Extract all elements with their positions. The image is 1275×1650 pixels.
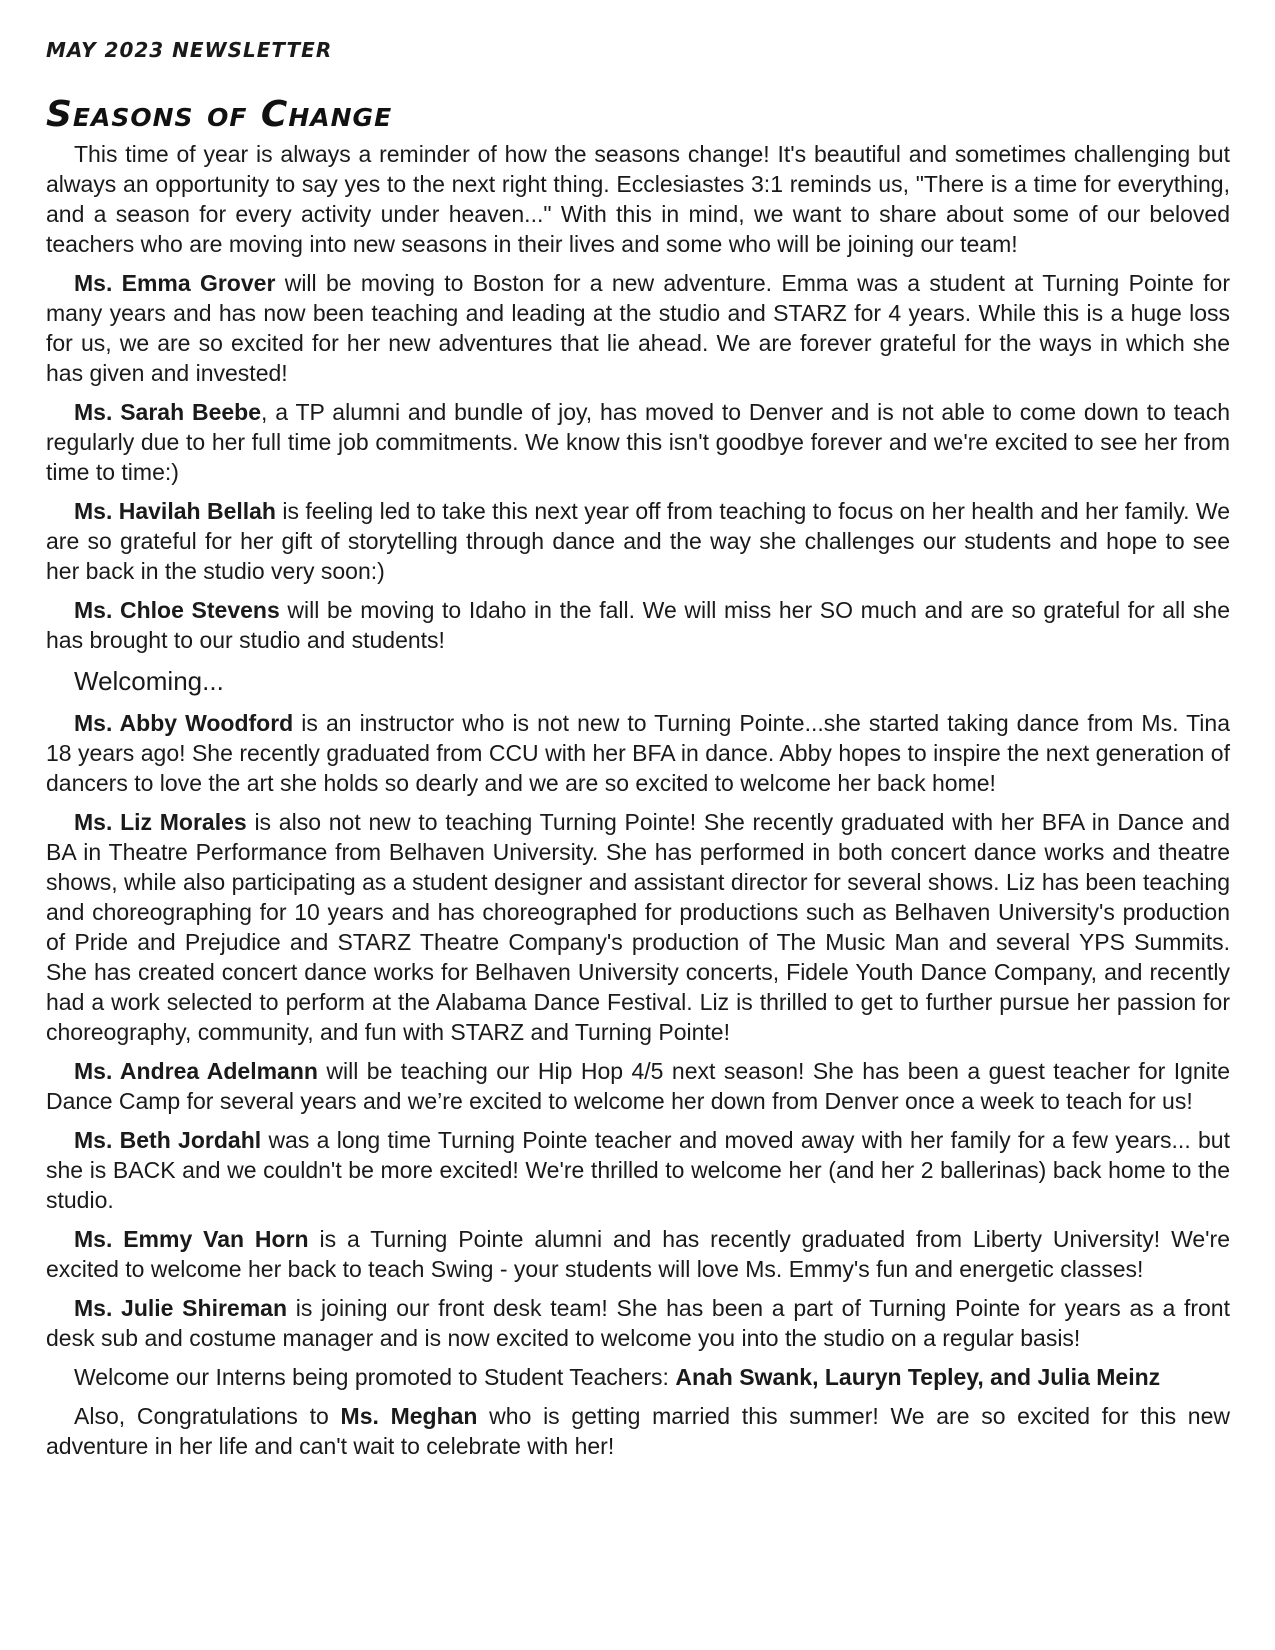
newsletter-page: [46, 38, 1230, 1470]
teacher-name: Ms. Julie Shireman: [74, 1295, 287, 1321]
intro-paragraph: This time of year is always a reminder of how the seasons change! It's beautiful and sometimes challenging but always an opportunity to say yes to the next right thing. Ecclesiastes 3:1 reminds us, "There is a time for everything, and a season for every activity under heaven..." With this in mind, we want to share about some of our beloved teachers who are moving into new seasons in their lives and some who will be joining our team!: [46, 141, 1230, 257]
teacher-text: is feeling led to take this next year off from teaching to focus on her health and her family. We are so grateful for her gift of storytelling through dance and the way she challenges our students and hope to see her back in the studio very soon:): [46, 498, 1230, 584]
teacher-name: Ms. Beth Jordahl: [74, 1127, 262, 1153]
teacher-name: Ms. Emma Grover: [74, 270, 276, 296]
congrats-text: who is getting married this summer! We are so excited for this new adventure in her life and can't wait to celebrate with her!: [46, 1403, 1230, 1459]
teacher-name: Ms. Liz Morales: [74, 809, 247, 835]
welcoming-heading: Welcoming...: [74, 666, 224, 696]
teacher-text: was a long time Turning Pointe teacher and moved away with her family for a few years... but she is BACK and we couldn't be more excited! We're thrilled to welcome her (and her 2 ballerinas) back home to the studio.: [46, 1127, 1230, 1213]
teacher-paragraph: [46, 496, 1230, 586]
teacher-paragraph: [46, 1224, 1230, 1284]
congrats-paragraph: [46, 1401, 1230, 1461]
article-title: Seasons of Change: [46, 94, 393, 135]
teacher-text: will be moving to Boston for a new adventure. Emma was a student at Turning Pointe for many years and has now been teaching and leading at the studio and STARZ for 4 years. While this is a huge loss for us, we are so excited for her new adventures that lie ahead. We are forever grateful for the ways in which she has given and invested!: [46, 270, 1230, 386]
interns-paragraph: [46, 1362, 1230, 1392]
teacher-name: Ms. Sarah Beebe: [74, 399, 262, 425]
teacher-paragraph: [46, 268, 1230, 388]
teacher-name: Ms. Emmy Van Horn: [74, 1226, 309, 1252]
teacher-paragraph: [46, 708, 1230, 798]
teacher-paragraph: [46, 807, 1230, 1047]
teacher-text: is joining our front desk team! She has been a part of Turning Pointe for years as a front desk sub and costume manager and is now excited to welcome you into the studio on a regular basis!: [46, 1295, 1230, 1351]
intern-names: Anah Swank, Lauryn Tepley, and Julia Meinz: [675, 1364, 1161, 1390]
teacher-text: will be teaching our Hip Hop 4/5 next season! She has been a guest teacher for Ignite Dance Camp for several years and we’re excited to welcome her down from Denver once a week to teach for us!: [46, 1058, 1230, 1114]
teacher-paragraph: [46, 595, 1230, 655]
teacher-name: Ms. Andrea Adelmann: [74, 1058, 318, 1084]
congrats-lead: Also, Congratulations to: [74, 1403, 341, 1429]
teacher-text: , a TP alumni and bundle of joy, has moved to Denver and is not able to come down to teach regularly due to her full time job commitments. We know this isn't goodbye forever and we're excited to see her from time to time:): [46, 399, 1230, 485]
teacher-paragraph: [46, 1056, 1230, 1116]
congrats-name: Ms. Meghan: [340, 1403, 478, 1429]
teacher-text: is an instructor who is not new to Turning Pointe...she started taking dance from Ms. Tina 18 years ago! She recently graduated from CCU with her BFA in dance. Abby hopes to inspire the next generation of dancers to love the art she holds so dearly and we are so excited to welcome her back home!: [46, 710, 1230, 796]
teacher-paragraph: [46, 1293, 1230, 1353]
teacher-text: is a Turning Pointe alumni and has recently graduated from Liberty University! We're excited to welcome her back to teach Swing - your students will love Ms. Emmy's fun and energetic classes!: [46, 1226, 1230, 1282]
teacher-paragraph: [46, 1125, 1230, 1215]
teacher-text: will be moving to Idaho in the fall. We will miss her SO much and are so grateful for all she has brought to our studio and students!: [46, 597, 1230, 653]
teacher-name: Ms. Havilah Bellah: [74, 498, 276, 524]
teacher-name: Ms. Chloe Stevens: [74, 597, 280, 623]
interns-lead: Welcome our Interns being promoted to Student Teachers:: [74, 1364, 676, 1390]
newsletter-header: MAY 2023 NEWSLETTER: [46, 38, 333, 62]
teacher-paragraph: [46, 397, 1230, 487]
teacher-name: Ms. Abby Woodford: [74, 710, 294, 736]
teacher-text: is also not new to teaching Turning Pointe! She recently graduated with her BFA in Dance and BA in Theatre Performance from Belhaven University. She has performed in both concert dance works and theatre shows, while also participating as a student designer and assistant director for several shows. Liz has been teaching and choreographing for 10 years and has choreographed for productions such as Belhaven University's production of Pride and Prejudice and STARZ Theatre Company's production of The Music Man and several YPS Summits. She has created concert dance works for Belhaven University concerts, Fidele Youth Dance Company, and recently had a work selected to perform at the Alabama Dance Festival. Liz is thrilled to get to further pursue her passion for choreography, community, and fun with STARZ and Turning Pointe!: [46, 809, 1230, 1045]
article-body: [46, 139, 1230, 1461]
